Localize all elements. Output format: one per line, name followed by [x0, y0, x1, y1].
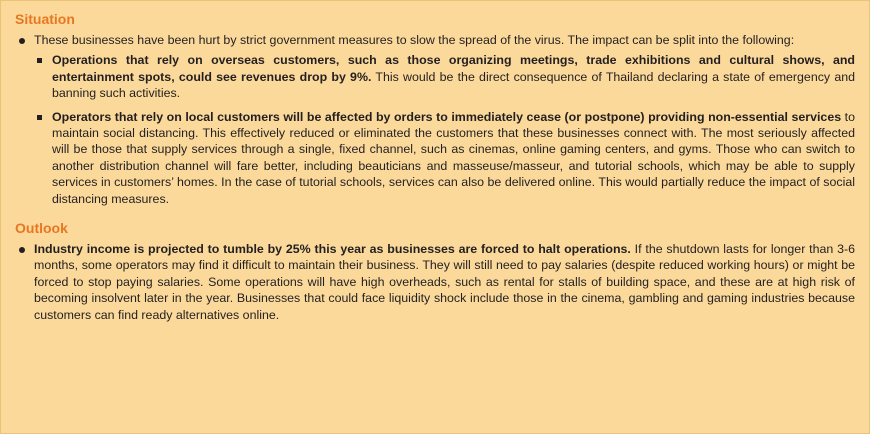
section-heading-outlook: Outlook	[15, 220, 68, 237]
outlook-point	[34, 241, 855, 323]
situation-subpoint-2-bold: Operators that rely on local customers will be affected by orders to immediately cease (or postpone) providing non-essential services	[52, 109, 842, 124]
list-item	[15, 32, 855, 207]
outlook-point-bold: Industry income is projected to tumble by 25% this year as businesses are forced to halt operations.	[34, 242, 631, 257]
outlook-point-rest: If the shutdown lasts for longer than 3-6 months, some operators may find it difficult to maintain their business. They will still need to pay salaries (despite reduced working hours) or might be forced to stop paying salaries. Some operations will have high overheads, such as rental for stalls of building space, and these are at high risk of becoming insolvent later in the year. Businesses that could face liquidity shock include those in the cinema, gambling and gaming industries because customers can find ready alternatives online.	[34, 242, 855, 322]
situation-bullet-list	[15, 32, 855, 207]
outlook-bullet-list	[15, 241, 855, 323]
list-item	[15, 241, 855, 323]
section-situation	[15, 11, 855, 207]
situation-subpoint-2-rest: to maintain social distancing. This effectively reduced or eliminated the customers that these businesses connect with. The most seriously affected will be those that supply services through a single, fixed channel, such as cinemas, online gaming centers, and gyms. Those who can switch to another distribution channel will fare better, including beauticians and masseuse/masseur, and tutorial schools, which may be able to supply services in customers’ homes. In the case of tutorial schools, services can also be delivered online. This would partially reduce the impact of social distancing measures.	[52, 109, 856, 206]
list-item	[34, 109, 855, 207]
situation-intro-text: These businesses have been hurt by strict government measures to slow the spread of the virus. The impact can be split into the following:	[34, 33, 795, 47]
situation-subpoint-1-rest: This would be the direct consequence of Thailand declaring a state of emergency and banning such activities.	[52, 69, 855, 101]
section-outlook	[15, 220, 855, 323]
situation-subpoint-1	[52, 52, 855, 101]
list-item	[34, 52, 855, 101]
section-heading-situation: Situation	[15, 11, 75, 27]
situation-subpoint-1-bold: Operations that rely on overseas customers, such as those organizing meetings, trade exhibitions and cultural shows, and entertainment spots, could see revenues drop by 9%.	[52, 53, 855, 84]
situation-subpoint-2	[52, 109, 855, 207]
situation-subbullet-list	[34, 52, 855, 207]
